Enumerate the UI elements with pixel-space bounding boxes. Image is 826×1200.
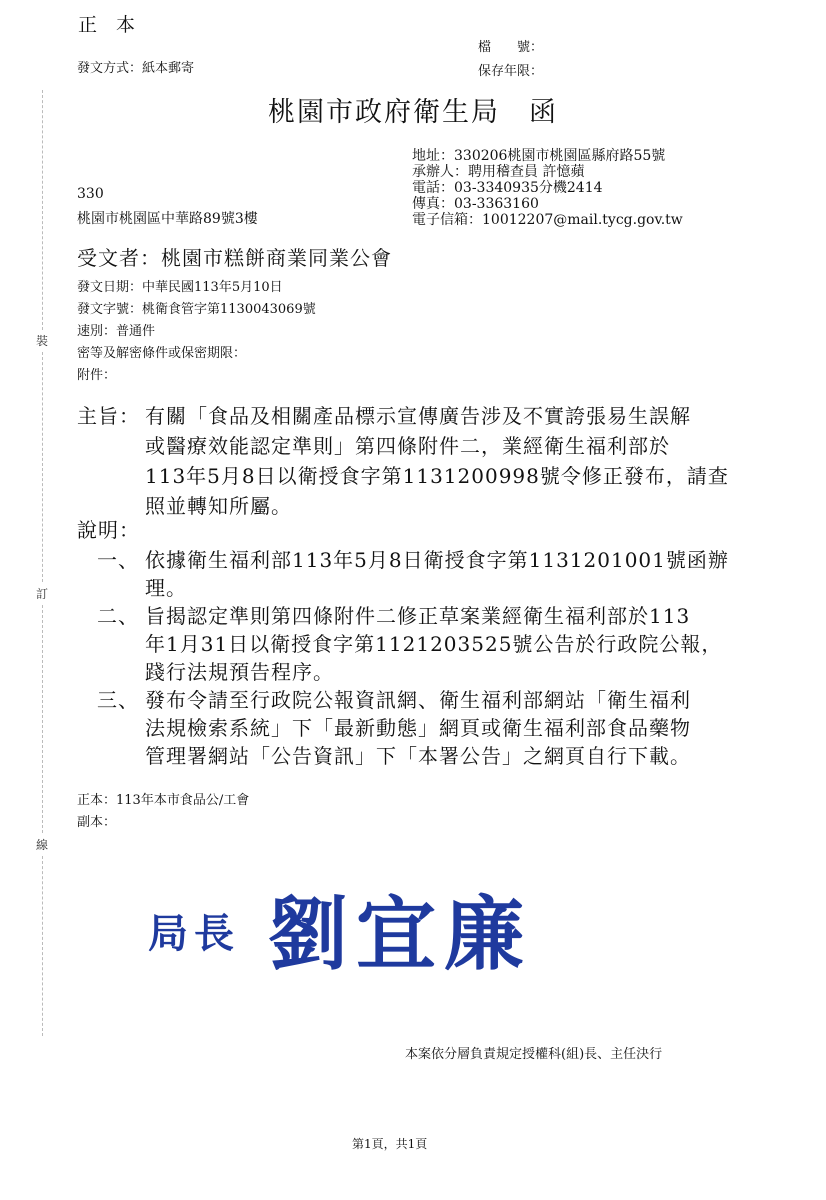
sender-phone: 電話：03-3340935分機2414 xyxy=(412,180,603,196)
subject-line: 或醫療效能認定準則」第四條附件二，業經衛生福利部於 xyxy=(145,434,670,458)
subject-line: 有關「食品及相關產品標示宣傳廣告涉及不實誇張易生誤解 xyxy=(145,404,691,428)
recipient: 受文者：桃園市糕餅商業同業公會 xyxy=(77,246,392,270)
document-title: 桃園市政府衛生局 函 xyxy=(268,97,558,128)
margin-mark-xian: 線 xyxy=(36,838,49,852)
explanation-item-line: 踐行法規預告程序。 xyxy=(145,660,334,684)
explanation-item-line: 發布令請至行政院公報資訊網、衛生福利部網站「衛生福利 xyxy=(145,688,691,712)
recipient-postal-code: 330 xyxy=(77,186,104,202)
signature-name: 劉宜廉 xyxy=(268,887,532,981)
sender-address: 地址：330206桃園市桃園區縣府路55號 xyxy=(412,148,666,164)
subject-line: 113年5月8日以衛授食字第1131200998號令修正發布，請查 xyxy=(145,464,729,488)
subject-label: 主旨： xyxy=(77,404,140,428)
binding-line xyxy=(42,856,43,1036)
sender-fax: 傳真：03-3363160 xyxy=(412,196,539,212)
subject-line: 照並轉知所屬。 xyxy=(145,494,292,518)
margin-mark-ding: 訂 xyxy=(36,587,49,601)
sender-handler: 承辦人：聘用稽查員 許憶蘋 xyxy=(412,164,585,180)
page-number: 第1頁，共1頁 xyxy=(352,1137,428,1151)
explanation-item-number: 二、 xyxy=(97,604,139,628)
explanation-item-line: 依據衛生福利部113年5月8日衛授食字第1131201001號函辦 xyxy=(145,548,729,572)
explanation-item-line: 法規檢索系統」下「最新動態」網頁或衛生福利部食品藥物 xyxy=(145,716,691,740)
binding-line xyxy=(42,605,43,833)
explanation-item-number: 一、 xyxy=(97,548,139,572)
secrecy-level: 密等及解密條件或保密期限： xyxy=(77,346,247,361)
explanation-label: 說明： xyxy=(77,518,140,542)
recipient-mailing-address: 桃園市桃園區中華路89號3樓 xyxy=(77,211,258,227)
issue-date: 發文日期：中華民國113年5月10日 xyxy=(77,280,283,295)
send-method: 發文方式：紙本郵寄 xyxy=(77,61,195,76)
reference-number: 發文字號：桃衛食管字第1130043069號 xyxy=(77,302,316,317)
explanation-item-line: 旨揭認定準則第四條附件二修正草案業經衛生福利部於113 xyxy=(145,604,691,628)
sender-email: 電子信箱：10012207@mail.tycg.gov.tw xyxy=(412,212,683,228)
explanation-item-line: 年1月31日以衛授食字第1121203525號公告於行政院公報， xyxy=(145,632,723,656)
signature-title: 局長 xyxy=(148,910,240,957)
margin-mark-zhuang: 裝 xyxy=(36,334,49,348)
file-number-label: 檔 號： xyxy=(478,40,544,55)
binding-line xyxy=(42,90,43,330)
delegation-note: 本案依分層負責規定授權科(組)長、主任決行 xyxy=(405,1047,663,1062)
cc-recipients: 副本： xyxy=(77,815,117,830)
retention-label: 保存年限： xyxy=(478,64,544,79)
speed-class: 速別：普通件 xyxy=(77,324,156,339)
explanation-item-line: 管理署網站「公告資訊」下「本署公告」之網頁自行下載。 xyxy=(145,744,691,768)
original-copy-mark: 正 本 xyxy=(78,14,136,36)
explanation-item-line: 理。 xyxy=(145,576,187,600)
attachments: 附件： xyxy=(77,368,117,383)
explanation-item-number: 三、 xyxy=(97,688,139,712)
original-copy-recipients: 正本：113年本市食品公/工會 xyxy=(77,793,250,808)
binding-line xyxy=(42,352,43,582)
